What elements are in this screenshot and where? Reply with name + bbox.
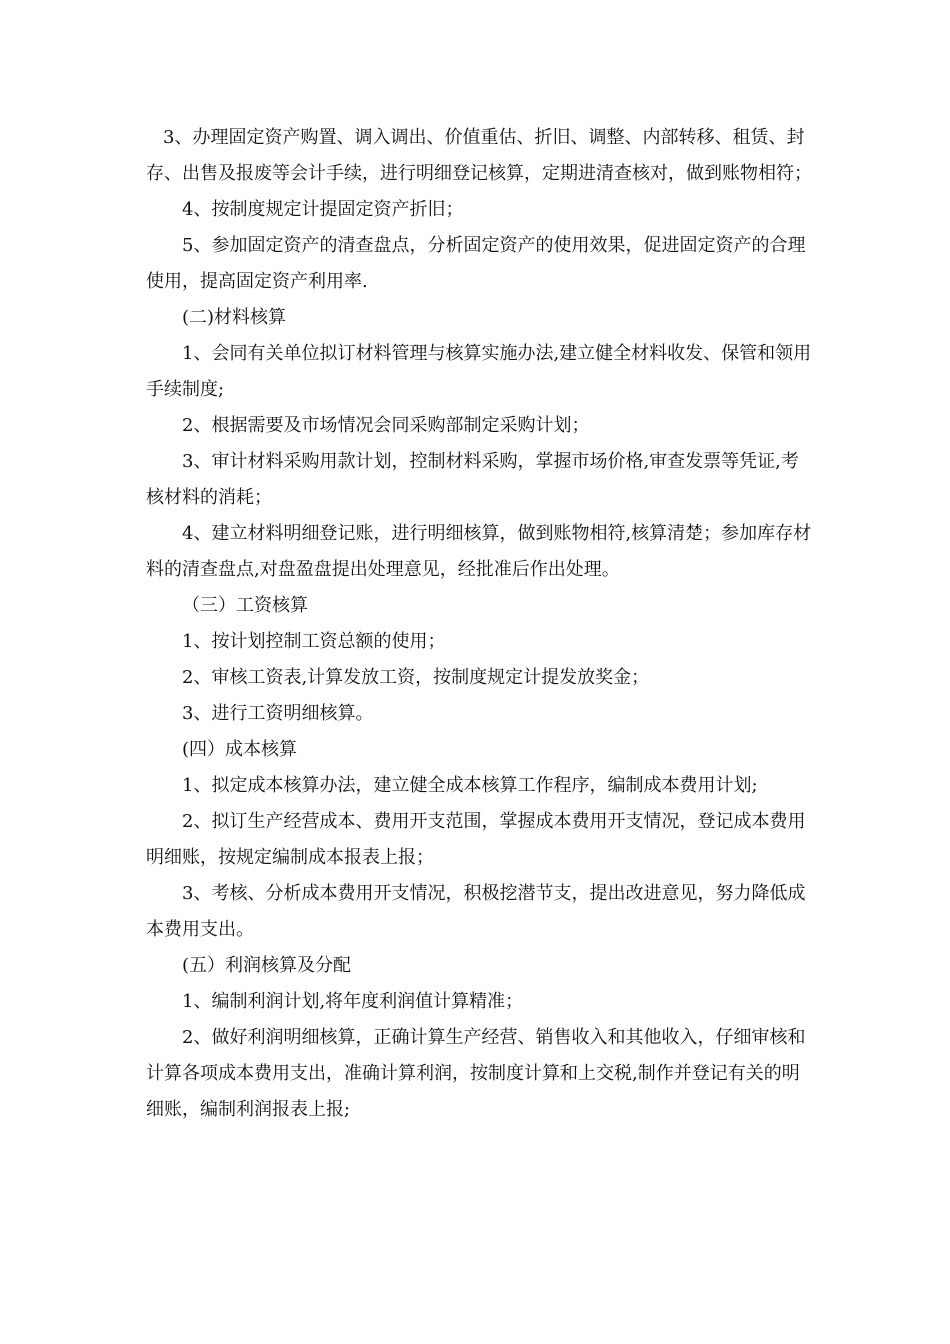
- paragraph-asset-inventory: 5、参加固定资产的清查盘点，分析固定资产的使用效果，促进固定资产的合理使用，提高固定资产利用率.: [146, 235, 806, 292]
- paragraph-wage-review: 2、审核工资表,计算发放工资，按制度规定计提发放奖金；: [182, 667, 650, 688]
- paragraph-fixed-asset-procedures: 3、办理固定资产购置、调入调出、价值重估、折旧、调整、内部转移、租赁、封存、出售及报废等会计手续，进行明细登记核算，定期进清查核对，做到账物相符；: [146, 127, 812, 184]
- paragraph-material-ledger: 4、建立材料明细登记账，进行明细核算，做到账物相符,核算清楚；参加库存材料的清查盘点,对盘盈盘提出处理意见，经批准后作出处理。: [146, 523, 812, 580]
- paragraph-cost-analysis: 3、考核、分析成本费用开支情况，积极挖潜节支，提出改进意见，努力降低成本费用支出。: [146, 883, 806, 940]
- paragraph-material-rules: 1、会同有关单位拟订材料管理与核算实施办法,建立健全材料收发、保管和领用手续制度;: [146, 343, 812, 400]
- section-heading-materials: (二)材料核算: [182, 307, 287, 328]
- paragraph-purchase-control: 3、审计材料采购用款计划，控制材料采购，掌握市场价格,审查发票等凭证,考核材料的消耗；: [146, 451, 799, 508]
- paragraph-cost-scope: 2、拟订生产经营成本、费用开支范围，掌握成本费用开支情况，登记成本费用明细账，按规定编制成本报表上报；: [146, 811, 806, 868]
- document-body: [146, 120, 814, 1128]
- paragraph-purchase-plan: 2、根据需要及市场情况会同采购部制定采购计划；: [182, 415, 590, 436]
- paragraph-wage-control: 1、按计划控制工资总额的使用；: [182, 631, 446, 652]
- paragraph-profit-accounting: 2、做好利润明细核算，正确计算生产经营、销售收入和其他收入，仔细审核和计算各项成本费用支出，准确计算利润，按制度计算和上交税,制作并登记有关的明细账，编制利润报表上报;: [146, 1027, 806, 1120]
- section-heading-profit: (五）利润核算及分配: [182, 955, 352, 976]
- paragraph-depreciation: 4、按制度规定计提固定资产折旧；: [182, 199, 464, 220]
- paragraph-wage-accounting: 3、进行工资明细核算。: [182, 703, 374, 724]
- section-heading-wages: （三）工资核算: [182, 595, 308, 616]
- paragraph-profit-plan: 1、编制利润计划,将年度利润值计算精准；: [182, 991, 524, 1012]
- paragraph-cost-method: 1、拟定成本核算办法，建立健全成本核算工作程序，编制成本费用计划;: [182, 775, 758, 796]
- section-heading-costs: (四）成本核算: [182, 739, 298, 760]
